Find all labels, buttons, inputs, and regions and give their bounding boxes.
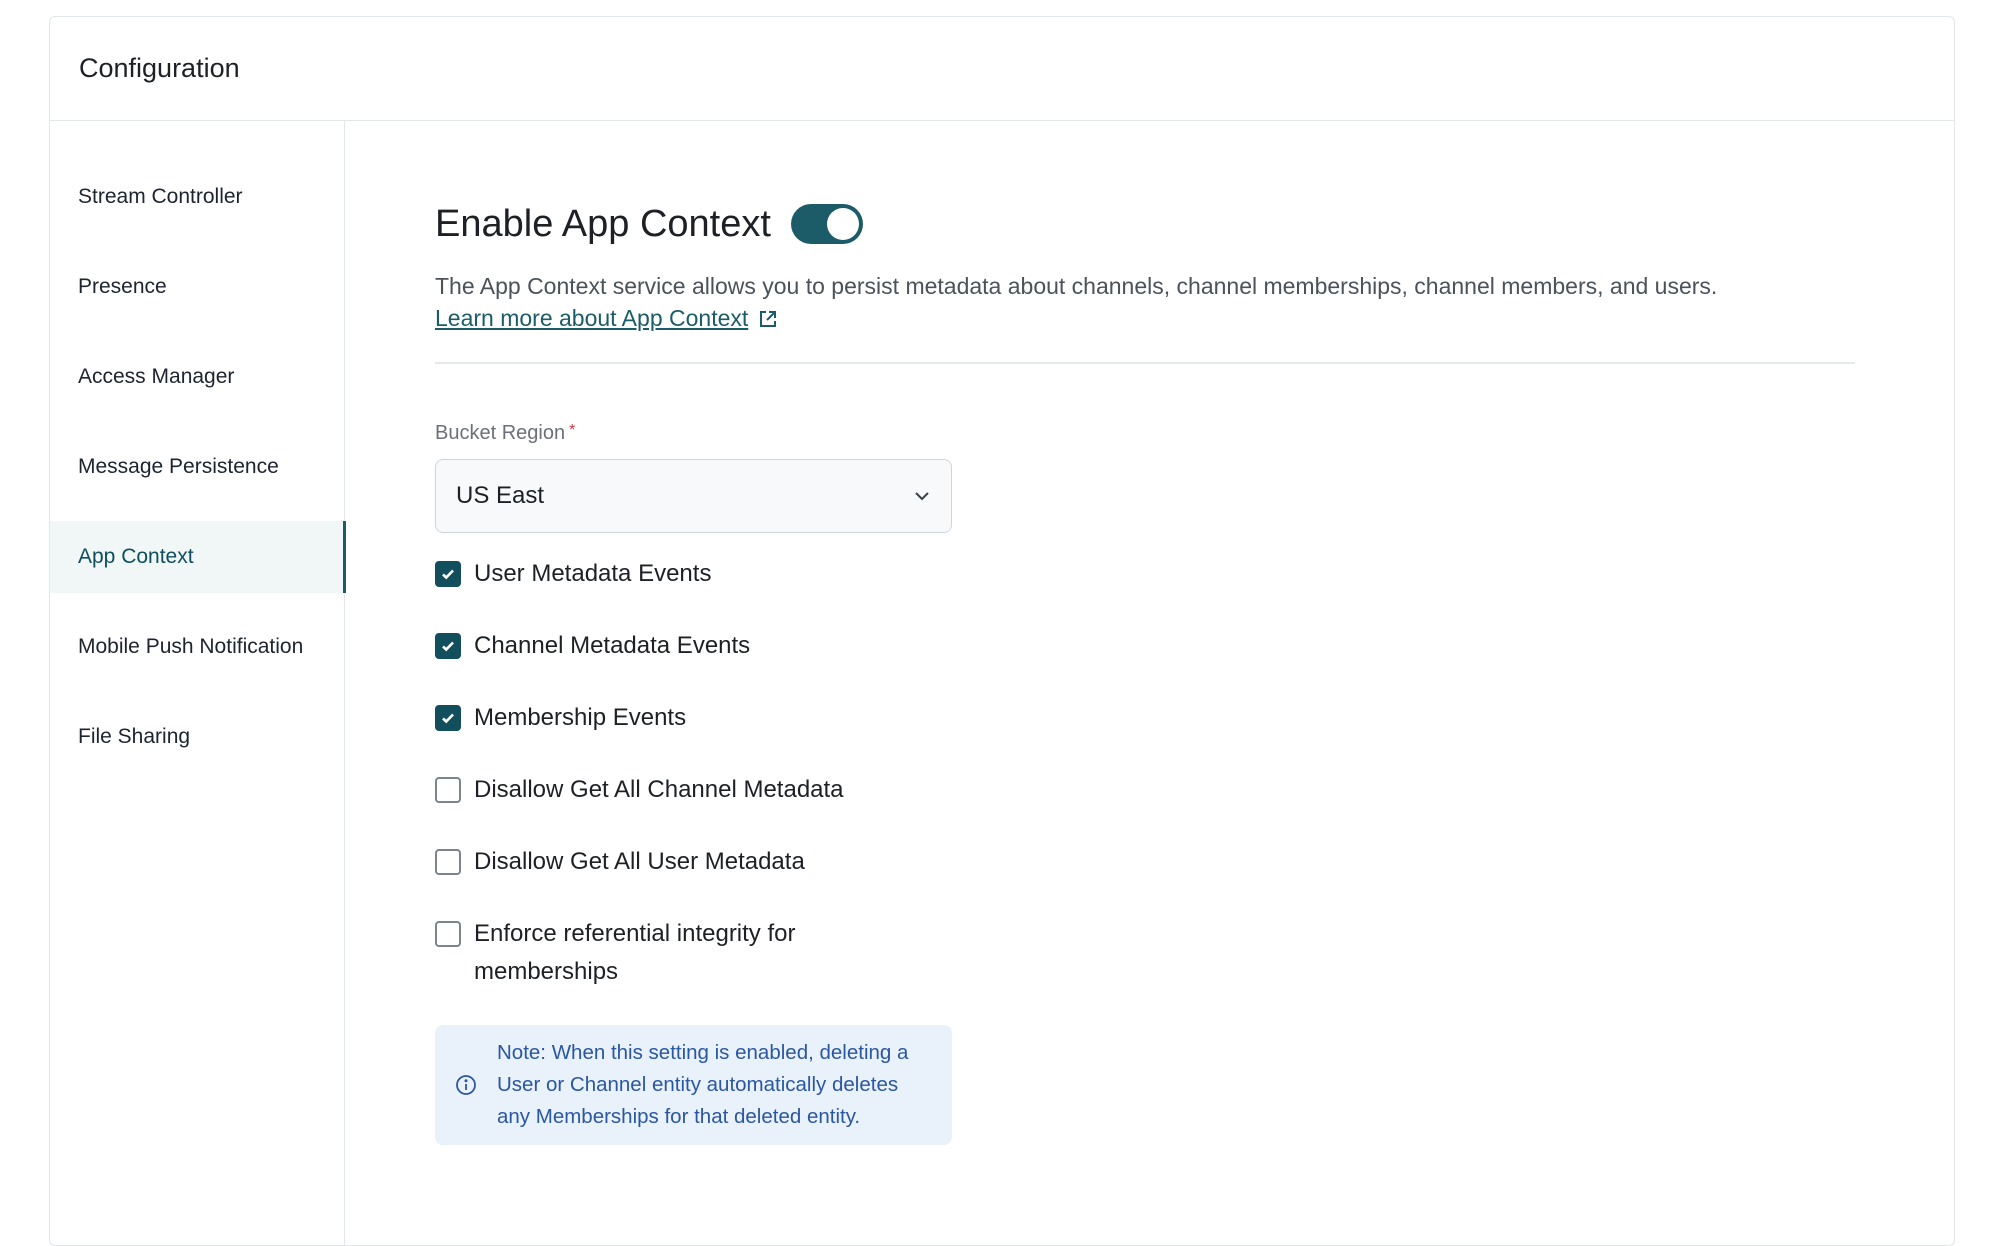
sidebar-item-message-persistence[interactable]: Message Persistence [78,455,279,478]
check-row-referential-integrity [435,919,1954,991]
heading-row [435,199,1954,249]
required-marker: * [569,421,576,439]
card-header [50,17,1954,121]
checkbox-label: Disallow Get All Channel Metadata [474,775,844,803]
enforce-referential-integrity-checkbox[interactable] [435,921,461,947]
disallow-get-all-user-metadata-checkbox[interactable] [435,849,461,875]
event-options [435,559,1954,991]
configuration-card [49,16,1955,1246]
info-note [435,1025,952,1145]
section-heading: Enable App Context [435,202,771,245]
external-link-icon [758,309,778,329]
note-text: Note: When this setting is enabled, deleting a User or Channel entity automatically deletes any Memberships for that deleted entity. [497,1040,909,1128]
check-icon [440,638,456,654]
membership-events-checkbox[interactable] [435,705,461,731]
sidebar-item-presence[interactable]: Presence [78,275,167,298]
enable-app-context-toggle[interactable] [791,204,863,244]
checkbox-label: Channel Metadata Events [474,631,751,659]
learn-more-link[interactable] [435,305,778,332]
check-row-disallow-user-metadata [435,847,1954,881]
check-row-membership-events [435,703,1954,737]
bucket-region-value: US East [456,481,545,509]
toggle-knob [827,208,859,240]
disallow-get-all-channel-metadata-checkbox[interactable] [435,777,461,803]
sidebar-item-mobile-push-notification[interactable]: Mobile Push Notification [78,635,304,658]
check-row-channel-metadata-events [435,631,1954,665]
bucket-region-label-text: Bucket Region [435,421,566,444]
info-icon [455,1074,477,1096]
checkbox-label: Membership Events [474,703,687,731]
channel-metadata-events-checkbox[interactable] [435,633,461,659]
sidebar-item-access-manager[interactable]: Access Manager [78,365,235,388]
bucket-region-label [435,422,1954,445]
sidebar-item-file-sharing[interactable]: File Sharing [78,725,191,748]
chevron-down-icon [913,487,931,505]
sidebar-item-app-context[interactable]: App Context [50,521,346,593]
checkbox-label: Disallow Get All User Metadata [474,847,805,875]
main-content [435,121,1954,1145]
learn-more-label: Learn more about App Context [435,305,749,331]
checkbox-label: Enforce referential integrity for memberships [474,919,796,985]
user-metadata-events-checkbox[interactable] [435,561,461,587]
check-icon [440,566,456,582]
bucket-region-select[interactable] [435,459,952,533]
sidebar-item-stream-controller[interactable]: Stream Controller [78,185,243,208]
page-title: Configuration [79,53,240,83]
section-divider [435,362,1855,364]
section-description: The App Context service allows you to persist metadata about channels, channel memberships, channel members, and users. [435,273,1718,299]
sidebar [50,121,345,1245]
checkbox-label: User Metadata Events [474,559,712,587]
check-row-disallow-channel-metadata [435,775,1954,809]
check-row-user-metadata-events [435,559,1954,593]
check-icon [440,710,456,726]
